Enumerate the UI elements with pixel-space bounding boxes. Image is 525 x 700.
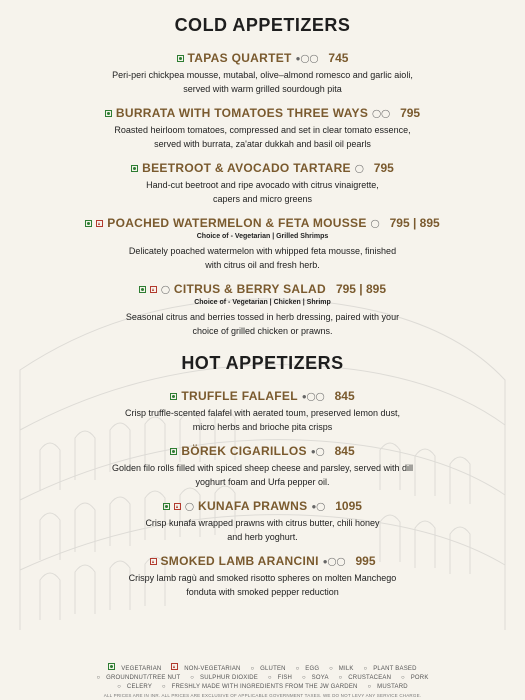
soya-icon: ○ — [301, 675, 306, 681]
item-price: 795 — [373, 161, 394, 175]
legend-row-1 — [0, 663, 525, 674]
vegetarian-icon — [177, 55, 184, 62]
legend-crustacean: CRUSTACEAN — [348, 675, 392, 681]
item-price: 795 | 895 — [335, 282, 387, 296]
vegetarian-icon — [139, 286, 146, 293]
non-vegetarian-icon — [150, 286, 157, 293]
menu-item — [24, 105, 501, 151]
item-description-line-2: fonduta with smoked pepper reduction — [186, 587, 339, 597]
legend-non-vegetarian: NON-VEGETARIAN — [184, 666, 241, 672]
pork-icon: ○ — [401, 675, 405, 681]
vegetarian-icon — [85, 220, 92, 227]
legend-groundnut: GROUNDNUT/TREE NUT — [106, 675, 181, 681]
item-description-line-2: choice of grilled chicken or prawns. — [192, 326, 333, 336]
item-name: SMOKED LAMB ARANCINI — [160, 554, 319, 568]
hot-appetizers-heading: HOT APPETIZERS — [181, 353, 344, 373]
item-name: TAPAS QUARTET — [187, 51, 292, 65]
item-description-line-1: Hand-cut beetroot and ripe avocado with citrus vinaigrette, — [146, 180, 379, 190]
item-description-line-2: yoghurt foam and Urfa pepper oil. — [195, 477, 330, 487]
vegetarian-icon — [105, 110, 112, 117]
item-choice: Choice of - Vegetarian | Grilled Shrimps — [196, 233, 329, 240]
legend-vegetarian: VEGETARIAN — [121, 666, 162, 672]
crustacean-icon: ○ — [338, 675, 343, 681]
item-choice: Choice of - Vegetarian | Chicken | Shrimp — [194, 299, 331, 306]
menu-item — [24, 498, 501, 544]
non-vegetarian-icon — [150, 558, 157, 565]
menu-item — [24, 215, 501, 272]
item-name: POACHED WATERMELON & FETA MOUSSE — [107, 216, 367, 230]
egg-icon: ○ — [295, 666, 300, 672]
item-price: 795 | 895 — [389, 216, 440, 230]
allergen-icons: ●◯ — [310, 446, 325, 456]
item-description-line-1: Crisp truffle-scented falafel with aerated toum, preserved lemon dust, — [125, 408, 400, 418]
allergen-icons: ◯◯ — [372, 108, 391, 118]
gluten-icon: ○ — [250, 666, 255, 672]
sulphur-icon: ○ — [190, 675, 195, 681]
crustacean-icon: ◯ — [185, 501, 194, 511]
item-description-line-2: served with warm grilled sourdough pita — [183, 84, 342, 94]
legend-row-3 — [0, 683, 525, 692]
legend-celery: CELERY — [126, 684, 153, 690]
item-price: 745 — [328, 51, 349, 65]
item-price: 795 — [400, 106, 421, 120]
item-description-line-2: and herb yoghurt. — [227, 532, 298, 542]
non-vegetarian-icon — [174, 503, 181, 510]
vegetarian-icon — [163, 503, 170, 510]
legend-egg: EGG — [305, 666, 320, 672]
item-description-line-1: Crispy lamb ragù and smoked risotto spheres on molten Manchego — [128, 573, 397, 583]
fish-icon: ○ — [267, 675, 272, 681]
item-price: 1095 — [335, 499, 362, 513]
item-name: TRUFFLE FALAFEL — [181, 389, 298, 403]
non-vegetarian-icon — [96, 220, 103, 227]
mustard-icon: ○ — [367, 684, 372, 690]
legend-plant-based: PLANT BASED — [373, 666, 417, 672]
item-description-line-1: Golden filo rolls filled with spiced sheep cheese and parsley, served with dill — [112, 463, 413, 473]
cold-appetizers-heading: COLD APPETIZERS — [174, 15, 351, 35]
menu-item — [24, 553, 501, 599]
allergen-icons: ◯ — [354, 163, 364, 173]
legend-gluten: GLUTEN — [260, 666, 286, 672]
celery-icon: ○ — [117, 684, 122, 690]
item-description-line-1: Roasted heirloom tomatoes, compressed and set in clear tomato essence, — [114, 125, 411, 135]
vegetarian-icon — [170, 393, 177, 400]
item-price: 845 — [334, 444, 355, 458]
item-description-line-1: Seasonal citrus and berries tossed in herb dressing, paired with your — [125, 312, 400, 322]
item-description-line-2: capers and micro greens — [212, 194, 313, 204]
item-price: 845 — [334, 389, 355, 403]
legend-sulphur: SULPHUR DIOXIDE — [200, 675, 259, 681]
allergen-icons: ●◯◯ — [295, 53, 319, 63]
legend-mustard: MUSTARD — [377, 684, 408, 690]
item-description-line-2: micro herbs and brioche pita crisps — [192, 422, 333, 432]
crustacean-icon: ◯ — [160, 284, 170, 294]
item-name: CITRUS & BERRY SALAD — [173, 282, 326, 296]
legend-fish: FISH — [277, 675, 293, 681]
menu-item — [24, 281, 501, 338]
non-vegetarian-icon — [171, 663, 178, 670]
crustacean-icon: ◯ — [370, 218, 380, 228]
vegetarian-icon — [108, 663, 115, 670]
item-name: BÖREK CIGARILLOS — [181, 444, 307, 458]
menu-item — [24, 443, 501, 489]
plant-based-icon: ○ — [363, 666, 368, 672]
item-description-line-1: Peri-peri chickpea mousse, mutabal, olive–almond romesco and garlic aioli, — [112, 70, 413, 80]
menu-item — [24, 50, 501, 96]
item-description-line-2: with citrus oil and fresh herb. — [205, 260, 320, 270]
allergen-legend — [0, 663, 525, 700]
menu-item — [24, 160, 501, 206]
item-description-line-1: Delicately poached watermelon with whipped feta mousse, finished — [128, 246, 397, 256]
item-description-line-1: Crisp kunafa wrapped prawns with citrus butter, chili honey — [145, 518, 380, 528]
item-price: 995 — [355, 554, 376, 568]
legend-milk: MILK — [338, 666, 354, 672]
menu-item — [24, 388, 501, 434]
legend-garden: FRESHLY MADE WITH INGREDIENTS FROM THE JW GARDEN — [171, 684, 358, 690]
allergen-icons: ●◯ — [311, 501, 326, 511]
garden-icon: ○ — [161, 684, 166, 690]
allergen-icons: ●◯◯ — [322, 556, 346, 566]
legend-soya: SOYA — [311, 675, 329, 681]
item-description-line-2: served with burrata, za'atar dukkah and basil oil pearls — [154, 139, 371, 149]
price-note: ALL PRICES ARE IN INR. ALL PRICES ARE EXCLUSIVE OF APPLICABLE GOVERNMENT TAXES. WE DO NOT LEVY ANY SERVICE CHARGE. — [103, 693, 422, 698]
legend-row-2 — [0, 674, 525, 683]
vegetarian-icon — [170, 448, 177, 455]
milk-icon: ○ — [329, 666, 333, 672]
item-name: BEETROOT & AVOCADO TARTARE — [142, 161, 351, 175]
vegetarian-icon — [131, 165, 138, 172]
legend-pork: PORK — [410, 675, 429, 681]
item-name: KUNAFA PRAWNS — [197, 499, 308, 513]
nut-icon: ○ — [96, 675, 101, 681]
item-name: BURRATA WITH TOMATOES THREE WAYS — [115, 106, 369, 120]
allergen-icons: ●◯◯ — [301, 391, 325, 401]
